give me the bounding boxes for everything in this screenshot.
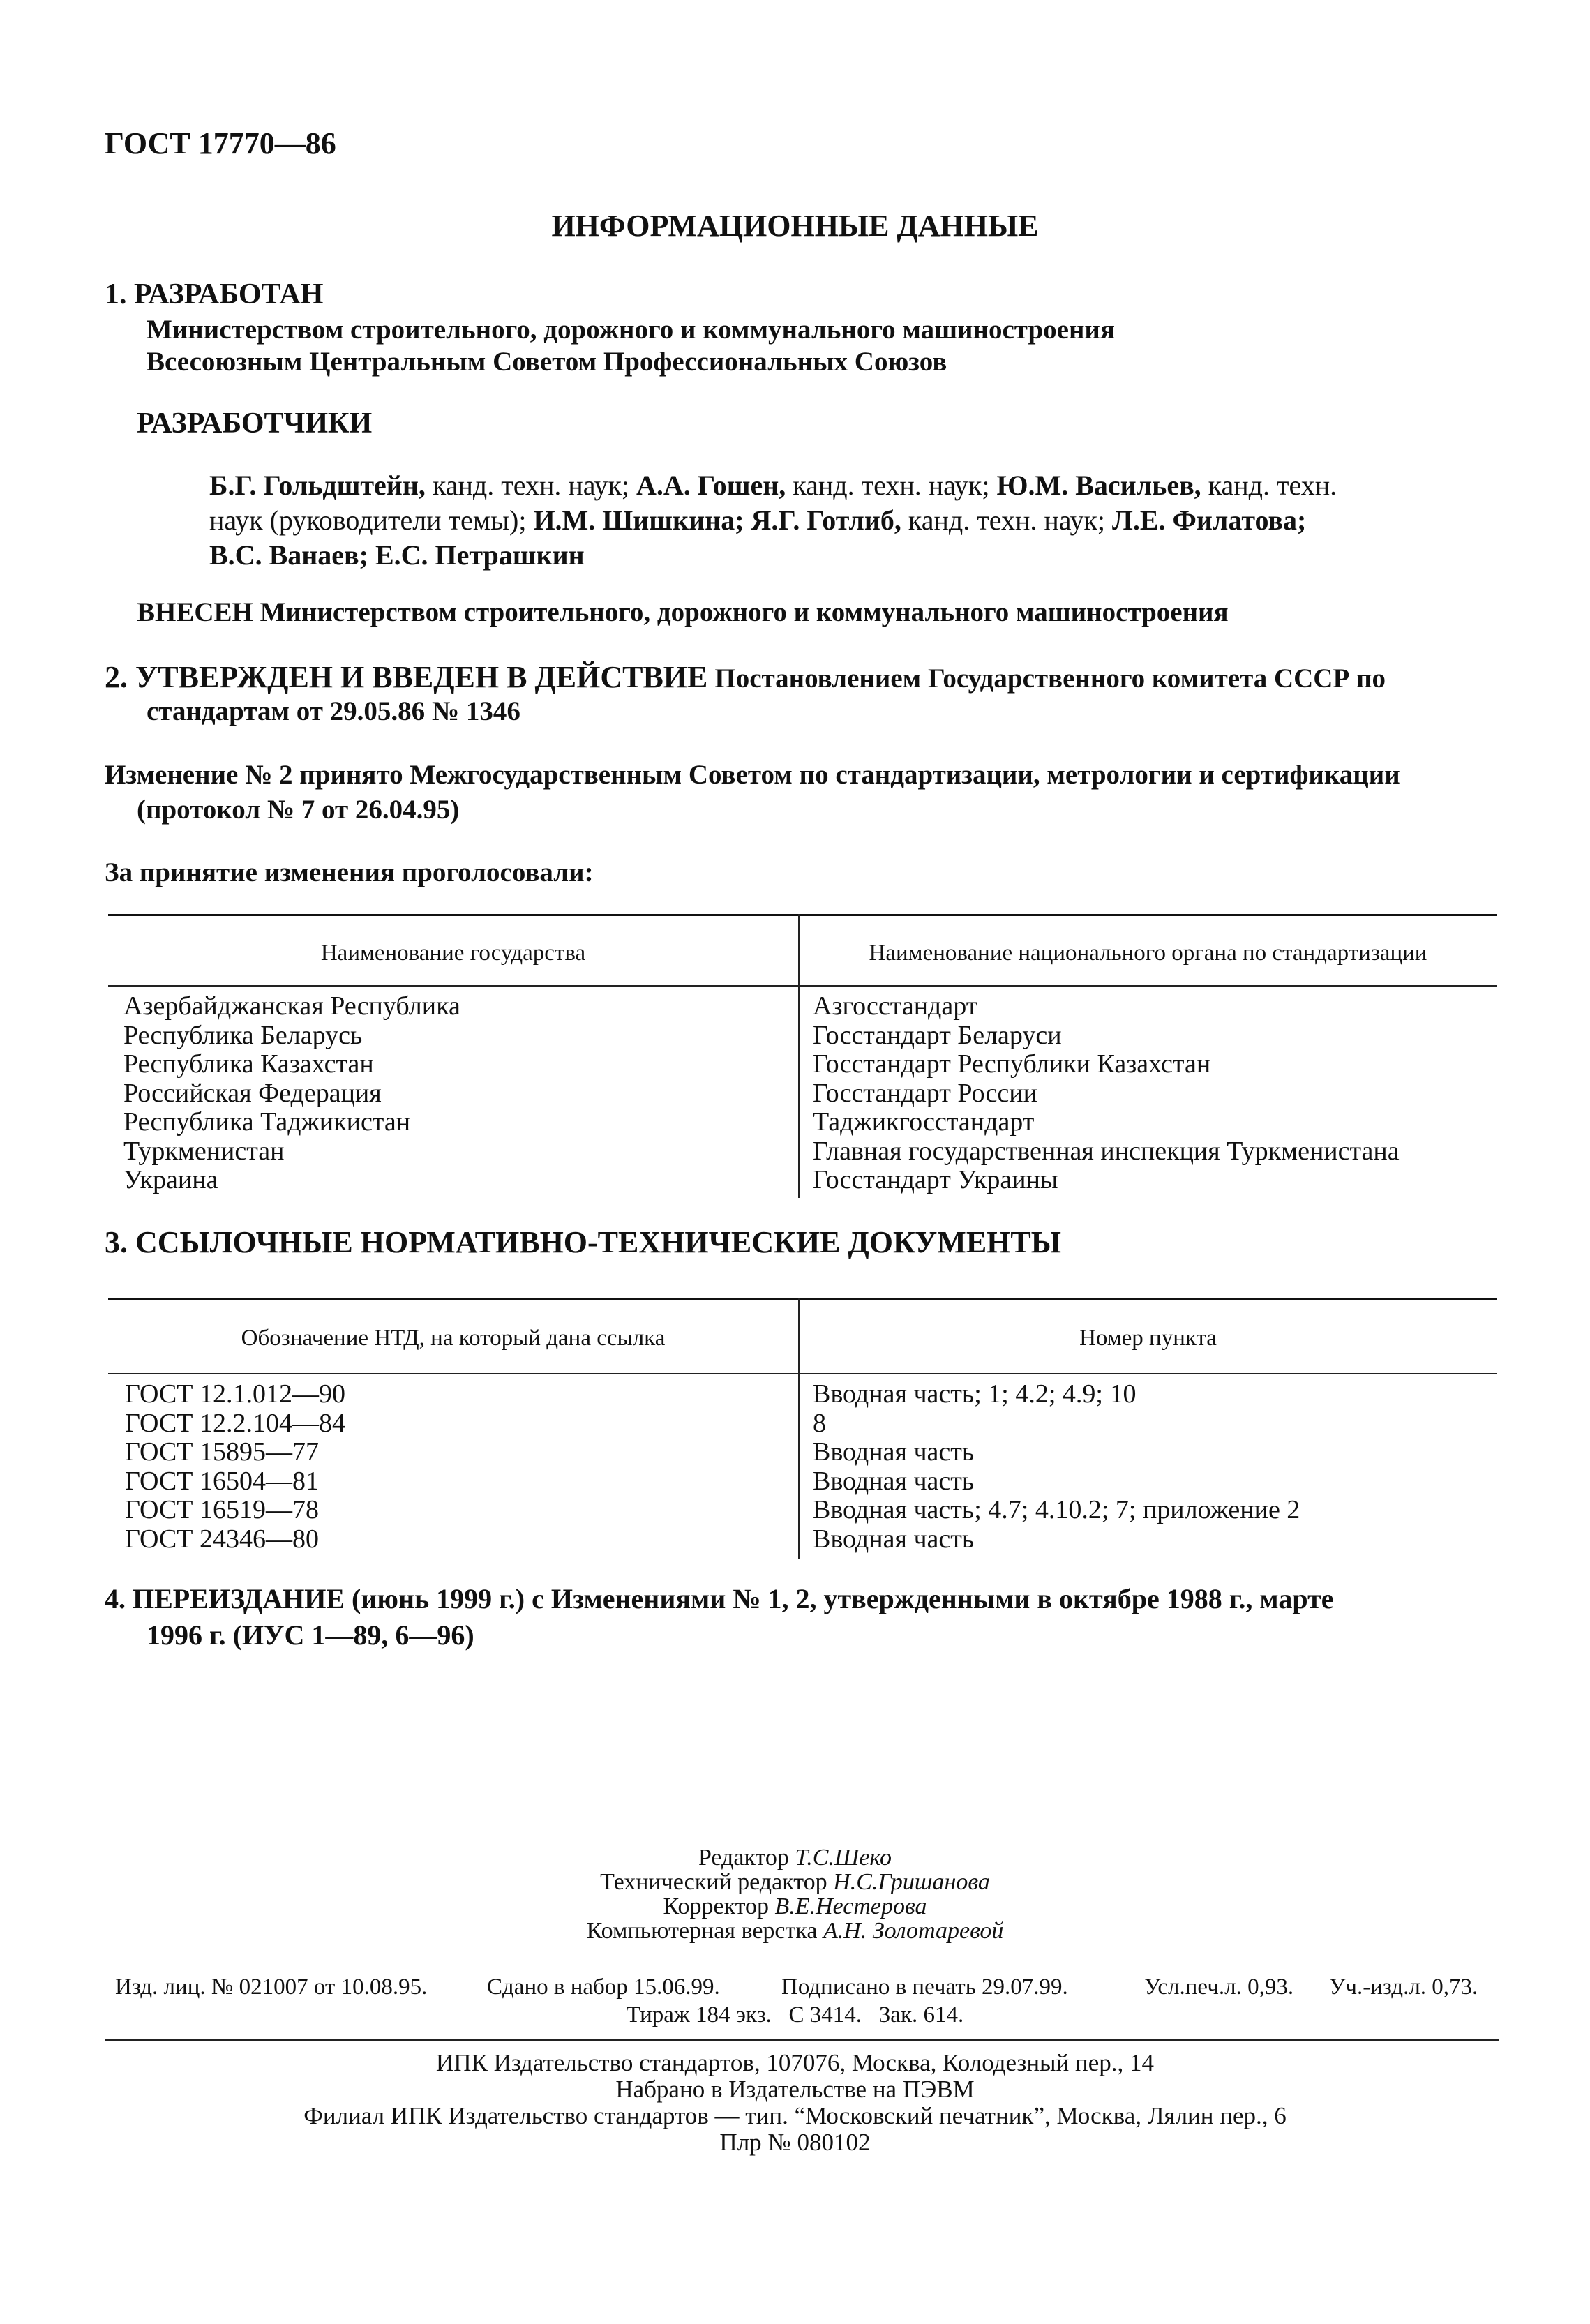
document-code: ГОСТ 17770—86 <box>105 126 336 160</box>
imprint-circulation: Тираж 184 экз. С 3414. Зак. 614. <box>626 2002 964 2027</box>
table-cell-item-number: Вводная часть <box>813 1437 975 1467</box>
table-cell-national-body: Госстандарт России <box>813 1078 1037 1108</box>
voting-table <box>108 914 1497 1207</box>
table-top-rule <box>108 914 1497 916</box>
page-title: ИНФОРМАЦИОННЫЕ ДАННЫЕ <box>551 209 1039 243</box>
credit-role: Редактор <box>698 1845 795 1871</box>
credit-line <box>0 1894 1590 1919</box>
imprint-pub-sheets: Уч.-изд.л. 0,73. <box>1329 1974 1478 2000</box>
section-4-line-2: 1996 г. (ИУС 1—89, 6—96) <box>147 1619 474 1651</box>
imprint-signed: Подписано в печать 29.07.99. <box>781 1974 1068 2000</box>
table-cell-national-body: Главная государственная инспекция Туркменистана <box>813 1136 1400 1166</box>
change-2-line-1: Изменение № 2 принято Межгосударственным Советом по стандартизации, метрологии и сертификации <box>105 760 1400 790</box>
table-header-rule <box>108 985 1497 987</box>
developer-name: В.С. Ванаев; Е.С. Петрашкин <box>209 539 585 571</box>
developer-degree: канд. техн. наук; <box>786 470 997 501</box>
table-cell-national-body: Госстандарт Беларуси <box>813 1020 1062 1050</box>
states-column <box>123 992 460 1195</box>
references-table <box>108 1298 1497 1563</box>
table-cell-ntd: ГОСТ 12.2.104—84 <box>125 1408 345 1438</box>
developer-name: А.А. Гошен, <box>636 470 786 501</box>
footer-line: Набрано в Издательстве на ПЭВМ <box>615 2076 975 2103</box>
developer-degree: канд. техн. наук; <box>425 470 637 501</box>
credit-role: Технический редактор <box>600 1869 834 1895</box>
footer-line: Плр № 080102 <box>719 2129 871 2156</box>
developer-degree: канд. техн. <box>1201 470 1337 501</box>
developer-name: Б.Г. Гольдштейн, <box>209 470 426 501</box>
credit-line <box>0 1845 1590 1870</box>
developers-line <box>209 539 585 571</box>
table-cell-national-body: Госстандарт Республики Казахстан <box>813 1049 1211 1079</box>
table-cell-item-number: 8 <box>813 1408 826 1438</box>
table-cell-state: Азербайджанская Республика <box>123 991 460 1021</box>
section-1-heading: 1. РАЗРАБОТАН <box>105 278 324 310</box>
developer-org-2: Всесоюзным Центральным Советом Профессиональных Союзов <box>147 347 947 377</box>
imprint-print-sheets: Усл.печ.л. 0,93. <box>1144 1974 1294 2000</box>
developer-name: Л.Е. Филатова; <box>1112 504 1307 536</box>
table-cell-ntd: ГОСТ 16504—81 <box>125 1466 319 1496</box>
imprint-license: Изд. лиц. № 021007 от 10.08.95. <box>115 1974 428 2000</box>
table-cell-ntd: ГОСТ 15895—77 <box>125 1437 319 1467</box>
voted-heading: За принятие изменения проголосовали: <box>105 857 594 887</box>
footer-line: ИПК Издательство стандартов, 107076, Москва, Колодезный пер., 14 <box>435 2049 1155 2076</box>
developers-line <box>209 469 1337 502</box>
credit-name: Т.С.Шеко <box>795 1845 892 1871</box>
table-cell-item-number: Вводная часть; 4.7; 4.10.2; 7; приложение 2 <box>813 1495 1300 1524</box>
section-2-heading: 2. УТВЕРЖДЕН И ВВЕДЕН В ДЕЙСТВИЕ <box>105 660 708 694</box>
column-header-ntd: Обозначение НТД, на который дана ссылка <box>241 1326 666 1351</box>
approval-decree: Постановлением Государственного комитета СССР по <box>714 664 1386 694</box>
column-header-national-body: Наименование национального органа по стандартизации <box>869 940 1427 966</box>
introduced-by: ВНЕСЕН Министерством строительного, дорожного и коммунального машиностроения <box>137 597 1229 627</box>
table-cell-ntd: ГОСТ 12.1.012—90 <box>125 1379 345 1409</box>
national-bodies-column <box>813 992 1400 1195</box>
developer-degree: наук (руководители темы); <box>209 504 534 536</box>
table-cell-item-number: Вводная часть <box>813 1466 975 1496</box>
credit-line <box>0 1870 1590 1894</box>
imprint-typeset: Сдано в набор 15.06.99. <box>487 1974 720 2000</box>
table-cell-national-body: Азгосстандарт <box>813 991 978 1021</box>
credit-role: Компьютерная верстка <box>586 1918 823 1944</box>
developers-line <box>209 504 1306 537</box>
developer-degree: канд. техн. наук; <box>901 504 1113 536</box>
credit-role: Корректор <box>663 1894 775 1919</box>
table-top-rule <box>108 1298 1497 1300</box>
section-2-line-1 <box>105 659 1386 695</box>
table-header-rule <box>108 1373 1497 1374</box>
table-cell-state: Туркменистан <box>123 1136 285 1166</box>
column-header-state: Наименование государства <box>320 940 586 966</box>
item-number-column <box>813 1380 1300 1554</box>
table-cell-state: Российская Федерация <box>123 1078 382 1108</box>
developer-org-1: Министерством строительного, дорожного и коммунального машиностроения <box>147 315 1115 345</box>
credits-block <box>0 1845 1590 1943</box>
developer-name: Ю.М. Васильев, <box>996 470 1201 501</box>
credit-name: В.Е.Нестерова <box>774 1894 927 1919</box>
table-cell-item-number: Вводная часть <box>813 1524 975 1554</box>
table-cell-state: Республика Казахстан <box>123 1049 374 1079</box>
table-cell-state: Республика Таджикистан <box>123 1107 411 1137</box>
credit-line <box>0 1919 1590 1943</box>
table-cell-national-body: Таджикгосстандарт <box>813 1107 1035 1137</box>
developers-heading: РАЗРАБОТЧИКИ <box>137 407 373 440</box>
table-cell-state: Республика Беларусь <box>123 1020 363 1050</box>
change-2-line-2: (протокол № 7 от 26.04.95) <box>137 795 460 825</box>
section-4-line-1: 4. ПЕРЕИЗДАНИЕ (июнь 1999 г.) с Изменениями № 1, 2, утвержденными в октябре 1988 г., марте <box>105 1583 1334 1614</box>
credit-name: А.Н. Золотаревой <box>823 1918 1004 1944</box>
developer-name: И.М. Шишкина; Я.Г. Готлиб, <box>533 504 901 536</box>
section-2-line-2: стандартам от 29.05.86 № 1346 <box>147 696 520 726</box>
table-cell-ntd: ГОСТ 16519—78 <box>125 1495 319 1524</box>
publisher-footer <box>0 2050 1590 2156</box>
table-cell-state: Украина <box>123 1165 218 1194</box>
section-3-heading: 3. ССЫЛОЧНЫЕ НОРМАТИВНО-ТЕХНИЧЕСКИЕ ДОКУМЕНТЫ <box>105 1225 1061 1259</box>
footer-divider <box>105 2039 1499 2041</box>
table-cell-ntd: ГОСТ 24346—80 <box>125 1524 319 1554</box>
credit-name: Н.С.Гришанова <box>833 1869 990 1895</box>
column-header-item-number: Номер пункта <box>1079 1326 1217 1351</box>
ntd-column <box>125 1380 345 1554</box>
table-cell-national-body: Госстандарт Украины <box>813 1165 1058 1194</box>
footer-line: Филиал ИПК Издательство стандартов — тип. “Московский печатник”, Москва, Лялин пер., 6 <box>303 2102 1287 2129</box>
table-cell-item-number: Вводная часть; 1; 4.2; 4.9; 10 <box>813 1379 1137 1409</box>
